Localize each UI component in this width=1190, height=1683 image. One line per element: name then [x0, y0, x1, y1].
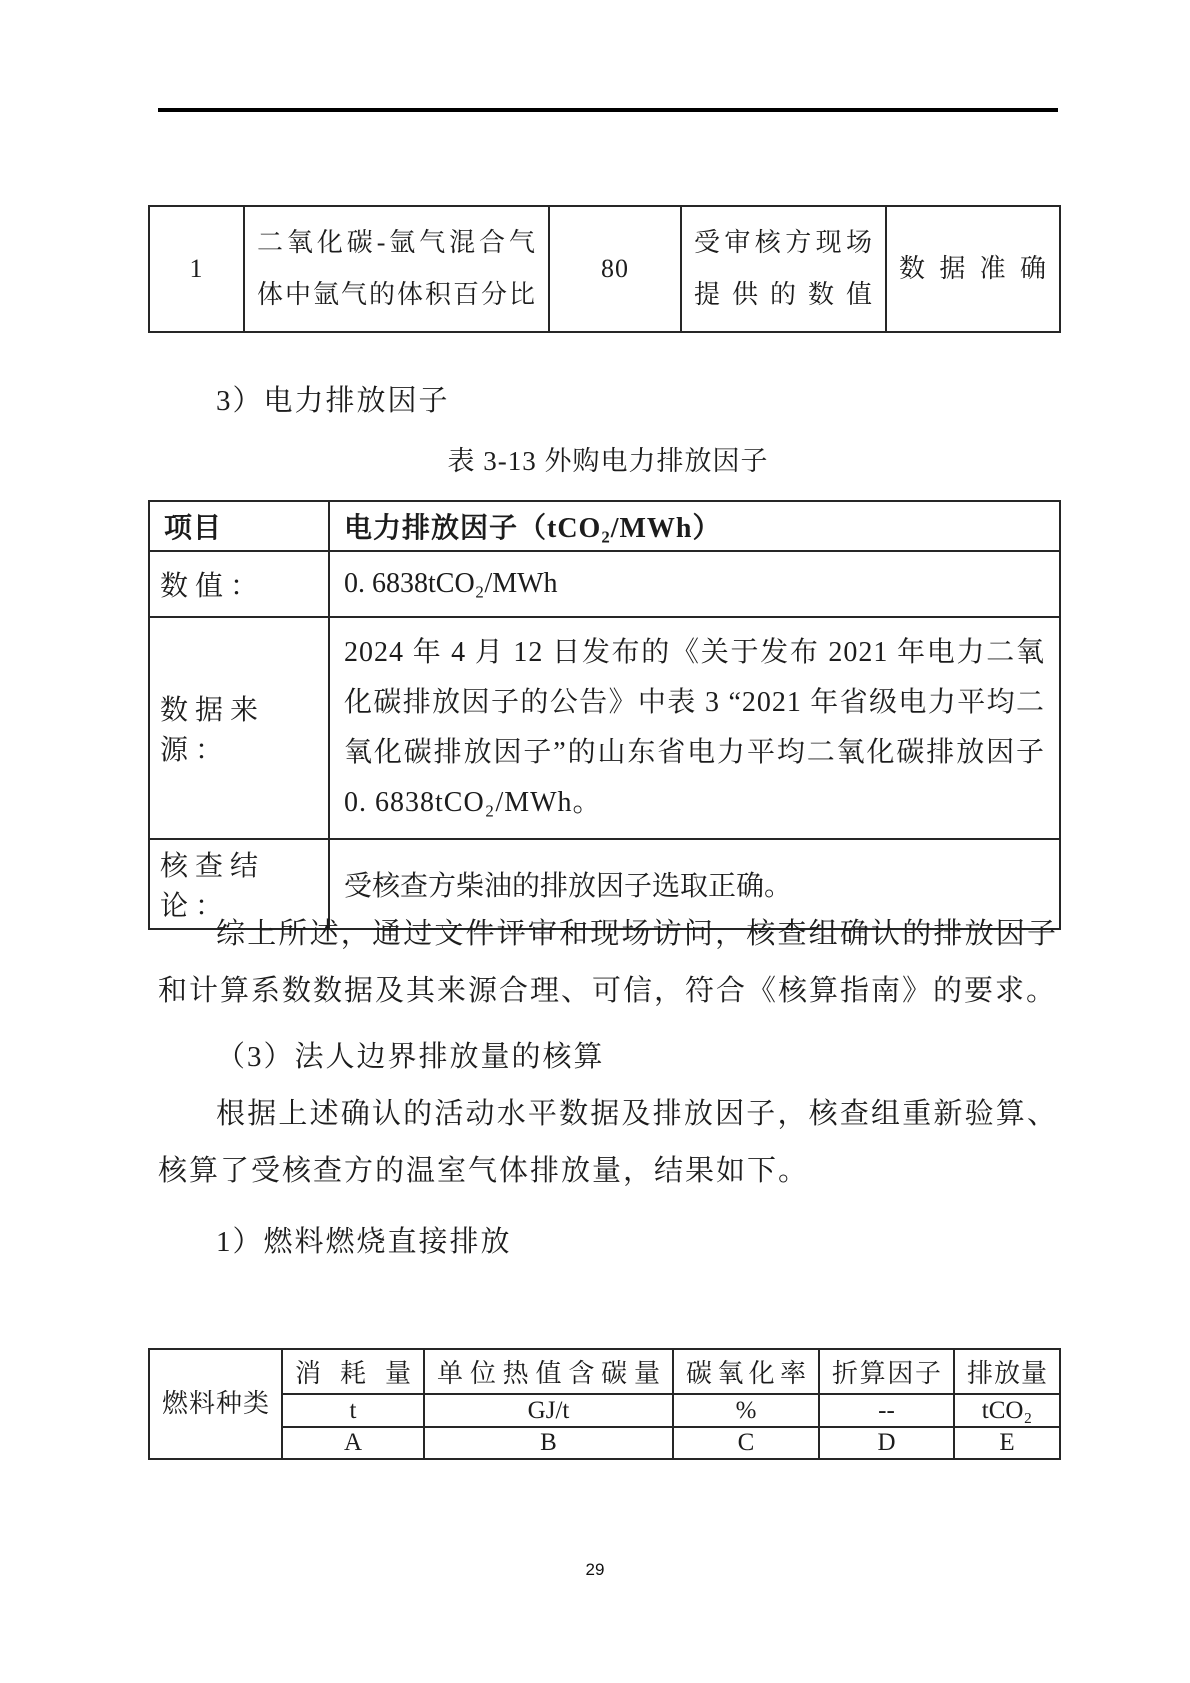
value-cell: 0. 6838tCO₂/MWh [329, 551, 1060, 617]
subsection-heading-boundary: （3）法人边界排放量的核算 [216, 1041, 605, 1073]
mixture-parameter-table [148, 205, 1061, 333]
row-index-cell: 1 [149, 206, 244, 332]
conversion-factor-header-cell: 折算因子 [819, 1349, 954, 1394]
consumption-header-cell: 消耗量 [282, 1349, 424, 1394]
table-header-row [149, 1349, 1060, 1394]
source-label-cell: 数据来源： [149, 617, 329, 839]
symbol-cell: D [819, 1427, 954, 1459]
table-row [149, 617, 1060, 839]
unit-cell: % [673, 1394, 819, 1427]
oxidation-rate-header-cell: 碳氧化率 [673, 1349, 819, 1394]
header-factor-cell: 电力排放因子（tCO₂/MWh） [329, 501, 1060, 551]
table-row [149, 206, 1060, 332]
units-row [149, 1394, 1060, 1427]
conclusion-label-cell: 核查结论： [149, 839, 329, 929]
table-3-13-caption: 表 3-13 外购电力排放因子 [447, 446, 769, 476]
table-row [149, 551, 1060, 617]
value-label-cell: 数值： [149, 551, 329, 617]
section-heading-electric-factor: 3）电力排放因子 [216, 385, 450, 417]
conclusion-cell: 数据准确 [886, 206, 1060, 332]
symbol-cell: C [673, 1427, 819, 1459]
conclusion-text-cell: 受核查方柴油的排放因子选取正确。 [329, 839, 1060, 929]
symbol-cell: A [282, 1427, 424, 1459]
unit-cell: -- [819, 1394, 954, 1427]
page-number: 29 [585, 1560, 605, 1579]
parameter-name-cell: 二氧化碳-氩气混合气体中氩气的体积百分比 [244, 206, 549, 332]
fuel-combustion-table [148, 1348, 1061, 1460]
recalc-paragraph: 根据上述确认的活动水平数据及排放因子，核查组重新验算、核算了受核查方的温室气体排放量，结果如下。 [158, 1098, 1058, 1187]
symbols-row [149, 1427, 1060, 1459]
summary-paragraph: 综上所述，通过文件评审和现场访问，核查组确认的排放因子和计算系数数据及其来源合理、可信，符合《核算指南》的要求。 [158, 918, 1058, 1007]
table-row [149, 501, 1060, 551]
carbon-content-header-cell: 单位热值含碳量 [424, 1349, 673, 1394]
electricity-emission-factor-table [148, 500, 1061, 930]
body-text [158, 906, 1058, 1271]
fuel-type-header-cell: 燃料种类 [149, 1349, 282, 1459]
header-item-cell: 项目 [149, 501, 329, 551]
header-rule [158, 108, 1058, 112]
fuel-heading: 1）燃料燃烧直接排放 [216, 1226, 512, 1258]
unit-cell: tCO₂ [954, 1394, 1060, 1427]
symbol-cell: E [954, 1427, 1060, 1459]
symbol-cell: B [424, 1427, 673, 1459]
unit-cell: GJ/t [424, 1394, 673, 1427]
source-text-cell: 2024 年 4 月 12 日发布的《关于发布 2021 年电力二氧化碳排放因子的公告》中表 3 “2021 年省级电力平均二氧化碳排放因子”的山东省电力平均二氧化碳排放因子 0. 6838tCO₂/MWh。 [329, 617, 1060, 839]
unit-cell: t [282, 1394, 424, 1427]
emission-header-cell: 排放量 [954, 1349, 1060, 1394]
parameter-value-cell: 80 [549, 206, 681, 332]
data-source-cell: 受审核方现场提供的数值 [681, 206, 886, 332]
